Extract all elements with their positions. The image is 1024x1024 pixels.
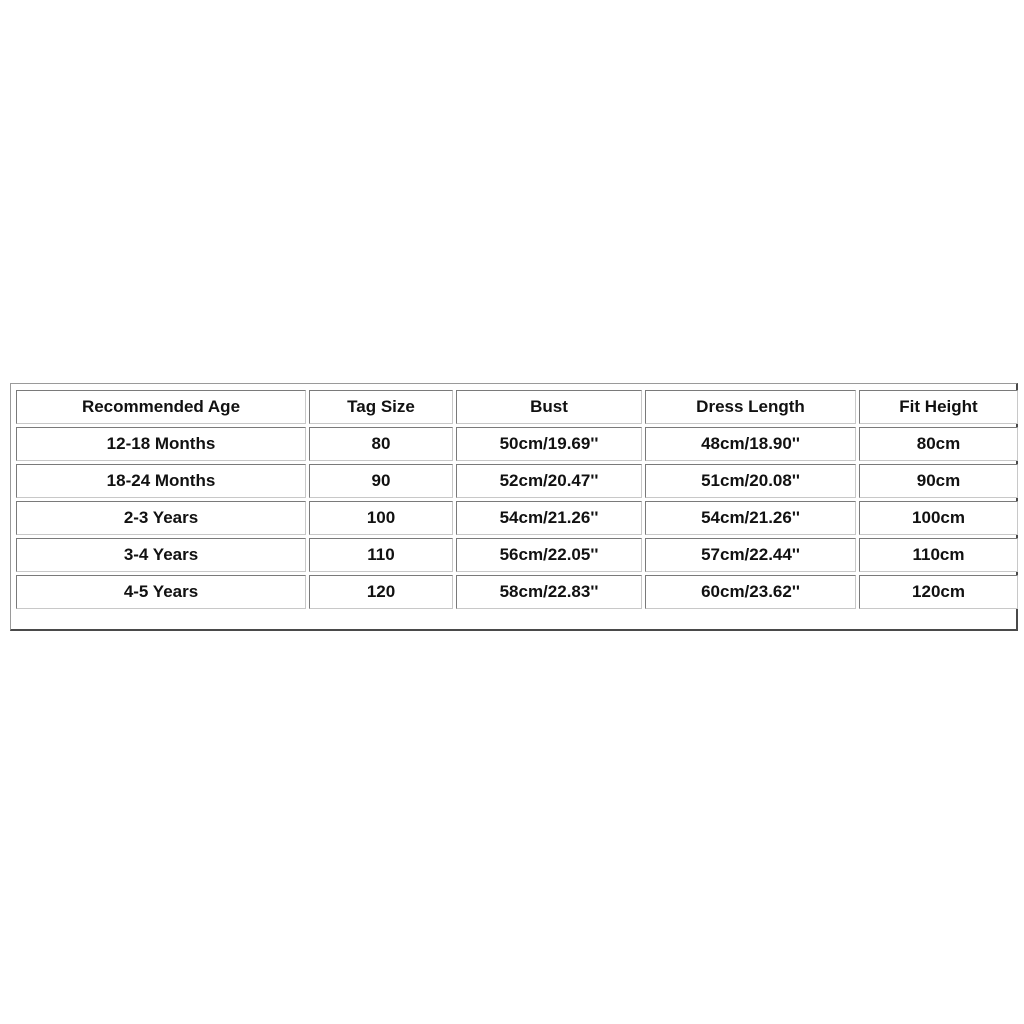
cell-bust: 54cm/21.26'' bbox=[456, 501, 642, 535]
cell-dress-length: 54cm/21.26'' bbox=[645, 501, 856, 535]
cell-recommended-age: 2-3 Years bbox=[16, 501, 306, 535]
table-row bbox=[16, 575, 1018, 609]
table-row bbox=[16, 464, 1018, 498]
cell-fit-height: 90cm bbox=[859, 464, 1018, 498]
cell-fit-height: 80cm bbox=[859, 427, 1018, 461]
cell-dress-length: 51cm/20.08'' bbox=[645, 464, 856, 498]
column-header-bust: Bust bbox=[456, 390, 642, 424]
cell-recommended-age: 12-18 Months bbox=[16, 427, 306, 461]
table-header-row bbox=[16, 390, 1018, 424]
cell-tag-size: 110 bbox=[309, 538, 453, 572]
cell-dress-length: 57cm/22.44'' bbox=[645, 538, 856, 572]
cell-tag-size: 100 bbox=[309, 501, 453, 535]
cell-fit-height: 120cm bbox=[859, 575, 1018, 609]
cell-bust: 52cm/20.47'' bbox=[456, 464, 642, 498]
cell-dress-length: 48cm/18.90'' bbox=[645, 427, 856, 461]
table-row bbox=[16, 427, 1018, 461]
column-header-recommended-age: Recommended Age bbox=[16, 390, 306, 424]
cell-dress-length: 60cm/23.62'' bbox=[645, 575, 856, 609]
cell-bust: 56cm/22.05'' bbox=[456, 538, 642, 572]
cell-recommended-age: 18-24 Months bbox=[16, 464, 306, 498]
size-chart-table bbox=[13, 387, 1021, 612]
cell-bust: 50cm/19.69'' bbox=[456, 427, 642, 461]
table-row bbox=[16, 538, 1018, 572]
cell-tag-size: 80 bbox=[309, 427, 453, 461]
cell-recommended-age: 4-5 Years bbox=[16, 575, 306, 609]
column-header-tag-size: Tag Size bbox=[309, 390, 453, 424]
cell-fit-height: 100cm bbox=[859, 501, 1018, 535]
cell-tag-size: 120 bbox=[309, 575, 453, 609]
size-chart-frame bbox=[10, 383, 1018, 631]
table-row bbox=[16, 501, 1018, 535]
cell-recommended-age: 3-4 Years bbox=[16, 538, 306, 572]
column-header-fit-height: Fit Height bbox=[859, 390, 1018, 424]
cell-bust: 58cm/22.83'' bbox=[456, 575, 642, 609]
cell-tag-size: 90 bbox=[309, 464, 453, 498]
cell-fit-height: 110cm bbox=[859, 538, 1018, 572]
column-header-dress-length: Dress Length bbox=[645, 390, 856, 424]
